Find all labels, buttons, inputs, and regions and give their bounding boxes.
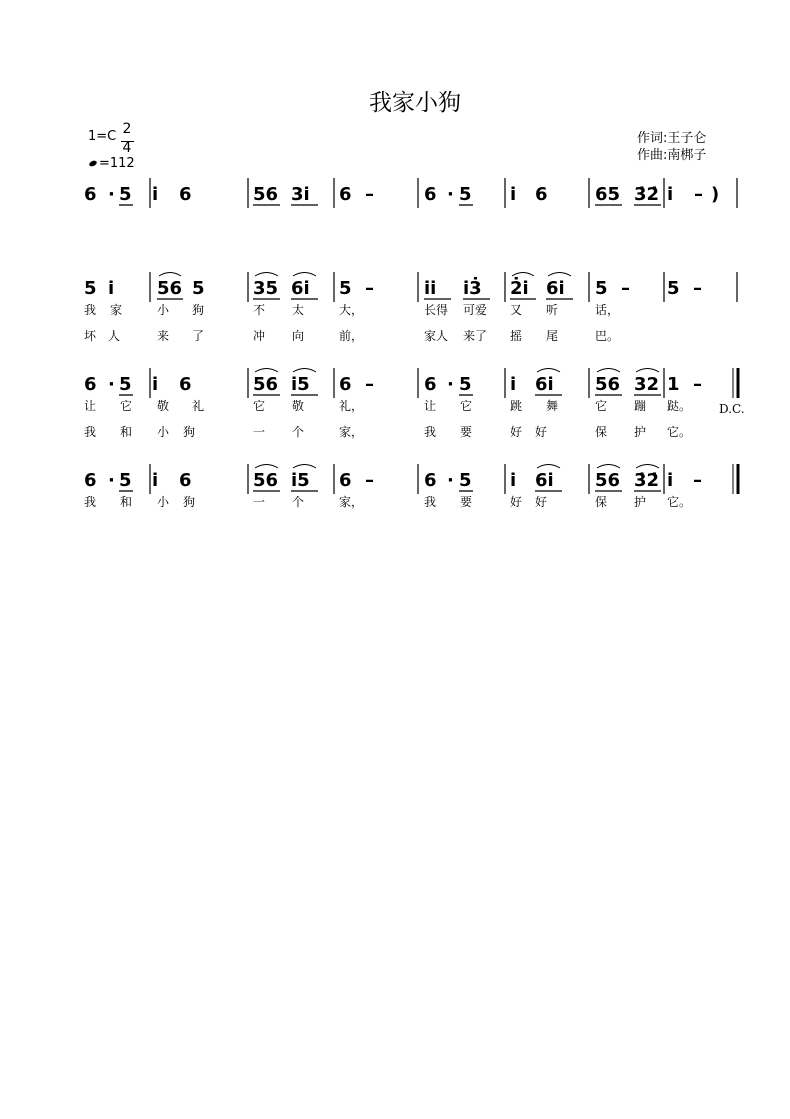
lyric-verse-1: 个 bbox=[292, 495, 305, 509]
jianpu-note: 5 bbox=[459, 374, 472, 395]
jianpu-note: i bbox=[152, 470, 159, 491]
jianpu-note: 56 bbox=[595, 470, 621, 491]
lyric-verse-1: 跳 bbox=[510, 399, 523, 413]
jianpu-note: – bbox=[365, 374, 374, 395]
lyric-verse-2: 家人 bbox=[424, 329, 449, 343]
jianpu-note: 65 bbox=[595, 184, 621, 205]
lyric-verse-1: 护 bbox=[634, 495, 647, 509]
jianpu-note: 5 bbox=[595, 278, 608, 299]
lyric-verse-2: 保 bbox=[595, 425, 608, 439]
jianpu-note: 6 bbox=[84, 374, 97, 395]
lyric-verse-2: 狗 bbox=[183, 425, 196, 439]
lyric-verse-1: 小 bbox=[157, 495, 170, 509]
lyric-verse-2: 冲 bbox=[253, 329, 266, 343]
lyric-verse-1: 听 bbox=[546, 303, 559, 317]
jianpu-note: – bbox=[365, 278, 374, 299]
lyric-verse-1: 保 bbox=[595, 495, 608, 509]
slur-mark bbox=[255, 465, 278, 469]
slur-mark bbox=[537, 369, 560, 373]
lyric-verse-2: 了 bbox=[192, 329, 205, 343]
jianpu-note: 2̇i bbox=[510, 278, 529, 299]
lyric-verse-2: 个 bbox=[292, 425, 305, 439]
jianpu-note: 6 bbox=[179, 470, 192, 491]
jianpu-note: · bbox=[447, 184, 454, 205]
da-capo-marking: D.C. bbox=[719, 402, 745, 416]
jianpu-note: 56 bbox=[253, 184, 279, 205]
lyric-verse-1: 要 bbox=[460, 495, 473, 509]
jianpu-note: · bbox=[447, 470, 454, 491]
jianpu-note: 6i bbox=[535, 470, 554, 491]
lyric-verse-2: 人 bbox=[108, 329, 121, 343]
lyric-verse-1: 狗 bbox=[192, 303, 205, 317]
slur-mark bbox=[636, 369, 659, 373]
lyric-verse-1: 它 bbox=[595, 399, 608, 413]
lyric-verse-2: 坏 bbox=[84, 329, 97, 343]
lyric-verse-1: 它 bbox=[253, 399, 266, 413]
lyric-verse-1: 敬 bbox=[292, 399, 305, 413]
jianpu-note: ii bbox=[424, 278, 437, 299]
slur-mark bbox=[293, 465, 316, 469]
jianpu-note: – bbox=[693, 470, 702, 491]
lyric-verse-2: 向 bbox=[292, 329, 305, 343]
jianpu-note: 3i bbox=[291, 184, 310, 205]
jianpu-note: · bbox=[447, 374, 454, 395]
lyric-verse-1: 好 bbox=[535, 495, 548, 509]
jianpu-note: · bbox=[108, 184, 115, 205]
jianpu-note: 32 bbox=[634, 374, 660, 395]
jianpu-note: – bbox=[365, 184, 374, 205]
jianpu-note: 6i bbox=[535, 374, 554, 395]
jianpu-note: – bbox=[365, 470, 374, 491]
jianpu-note: 56 bbox=[157, 278, 183, 299]
lyric-verse-1: 我 bbox=[84, 495, 97, 509]
jianpu-note: 6i bbox=[546, 278, 565, 299]
lyric-verse-1: 让 bbox=[424, 399, 437, 413]
jianpu-note: 5 bbox=[459, 470, 472, 491]
jianpu-note: 5 bbox=[192, 278, 205, 299]
jianpu-note: 6 bbox=[339, 184, 352, 205]
jianpu-note: i3̇ bbox=[463, 278, 482, 299]
slur-mark bbox=[293, 369, 316, 373]
slur-mark bbox=[597, 369, 620, 373]
lyric-verse-1: 我 bbox=[84, 303, 97, 317]
slur-mark bbox=[255, 273, 278, 277]
song-title: 我家小狗 bbox=[369, 90, 461, 116]
lyricist-credit: 作词:王子仑 bbox=[637, 131, 707, 146]
lyric-verse-1: 它 bbox=[460, 399, 473, 413]
tempo-marking: =112 bbox=[99, 156, 135, 171]
jianpu-note: i bbox=[510, 184, 517, 205]
lyric-verse-1: 跶。 bbox=[667, 399, 692, 413]
slur-mark bbox=[159, 273, 181, 277]
slur-mark bbox=[537, 465, 560, 469]
lyric-verse-2: 摇 bbox=[510, 329, 523, 343]
slur-mark bbox=[597, 465, 620, 469]
jianpu-note: i bbox=[667, 470, 674, 491]
lyric-verse-2: 好 bbox=[535, 425, 548, 439]
jianpu-note: i5 bbox=[291, 470, 310, 491]
lyric-verse-1: 敬 bbox=[157, 399, 170, 413]
jianpu-note: 6 bbox=[339, 470, 352, 491]
lyric-verse-1: 太 bbox=[292, 303, 305, 317]
lyric-verse-1: 话， bbox=[595, 303, 620, 317]
lyric-verse-1: 小 bbox=[157, 303, 170, 317]
time-signature-bottom: 4 bbox=[122, 140, 132, 156]
jianpu-note: i5 bbox=[291, 374, 310, 395]
lyric-verse-1: 一 bbox=[253, 495, 266, 509]
jianpu-note: 6 bbox=[424, 374, 437, 395]
lyric-verse-1: 长得 bbox=[424, 303, 449, 317]
jianpu-note: 6i bbox=[291, 278, 310, 299]
jianpu-note: 35 bbox=[253, 278, 279, 299]
lyric-verse-2: 和 bbox=[120, 425, 133, 439]
lyric-verse-1: 蹦 bbox=[634, 399, 647, 413]
jianpu-note: 5 bbox=[84, 278, 97, 299]
lyric-verse-2: 护 bbox=[634, 425, 647, 439]
jianpu-note: 56 bbox=[253, 374, 279, 395]
jianpu-note: 6 bbox=[424, 470, 437, 491]
jianpu-note: 5 bbox=[119, 374, 132, 395]
lyric-verse-2: 来了 bbox=[463, 329, 488, 343]
slur-mark bbox=[512, 273, 534, 277]
lyric-verse-1: 狗 bbox=[183, 495, 196, 509]
lyric-verse-2: 一 bbox=[253, 425, 266, 439]
jianpu-note: 6 bbox=[424, 184, 437, 205]
jianpu-note: – bbox=[621, 278, 630, 299]
lyric-verse-2: 我 bbox=[84, 425, 97, 439]
jianpu-note: ) bbox=[711, 184, 720, 205]
jianpu-note: 6 bbox=[179, 184, 192, 205]
jianpu-note: 3̇2̇ bbox=[634, 470, 660, 491]
jianpu-note: · bbox=[108, 374, 115, 395]
jianpu-note: i bbox=[152, 374, 159, 395]
lyric-verse-1: 大， bbox=[339, 303, 364, 317]
lyric-verse-1: 礼， bbox=[339, 399, 364, 413]
time-signature-top: 2 bbox=[122, 121, 132, 137]
key-signature: 1=C bbox=[88, 129, 117, 144]
slur-mark bbox=[293, 273, 316, 277]
lyric-verse-1: 可爱 bbox=[463, 303, 488, 317]
jianpu-note: 3̇2̇ bbox=[634, 184, 660, 205]
jianpu-note: 6 bbox=[84, 470, 97, 491]
jianpu-note: – bbox=[693, 374, 702, 395]
jianpu-note: i bbox=[510, 374, 517, 395]
jianpu-note: 1 bbox=[667, 374, 680, 395]
jianpu-note: 6 bbox=[179, 374, 192, 395]
lyric-verse-2: 巴。 bbox=[595, 329, 620, 343]
jianpu-note: i bbox=[510, 470, 517, 491]
jianpu-note: 6 bbox=[84, 184, 97, 205]
lyric-verse-2: 它。 bbox=[667, 425, 692, 439]
jianpu-note: – bbox=[693, 278, 702, 299]
lyric-verse-2: 前， bbox=[339, 329, 364, 343]
jianpu-note: i bbox=[152, 184, 159, 205]
lyric-verse-2: 尾 bbox=[546, 329, 559, 343]
lyric-verse-1: 家 bbox=[110, 303, 123, 317]
lyric-verse-1: 不 bbox=[253, 303, 266, 317]
jianpu-note: i bbox=[667, 184, 674, 205]
lyric-verse-1: 好 bbox=[510, 495, 523, 509]
lyric-verse-1: 和 bbox=[120, 495, 133, 509]
jianpu-note: · bbox=[108, 470, 115, 491]
jianpu-note: – bbox=[694, 184, 703, 205]
slur-mark bbox=[255, 369, 278, 373]
slur-mark bbox=[636, 465, 659, 469]
jianpu-note: 6 bbox=[339, 374, 352, 395]
lyric-verse-1: 家， bbox=[339, 495, 364, 509]
lyric-verse-1: 又 bbox=[510, 303, 523, 317]
lyric-verse-1: 礼 bbox=[192, 399, 205, 413]
lyric-verse-1: 我 bbox=[424, 495, 437, 509]
jianpu-note: 6 bbox=[535, 184, 548, 205]
lyric-verse-2: 来 bbox=[157, 329, 170, 343]
jianpu-note: 56 bbox=[253, 470, 279, 491]
lyric-verse-2: 小 bbox=[157, 425, 170, 439]
jianpu-note: 5 bbox=[339, 278, 352, 299]
lyric-verse-2: 要 bbox=[460, 425, 473, 439]
jianpu-note: i bbox=[108, 278, 115, 299]
lyric-verse-1: 舞 bbox=[546, 399, 559, 413]
lyric-verse-1: 它。 bbox=[667, 495, 692, 509]
lyric-verse-2: 我 bbox=[424, 425, 437, 439]
jianpu-note: 5 bbox=[667, 278, 680, 299]
composer-credit: 作曲:南梆子 bbox=[637, 148, 707, 163]
slur-mark bbox=[548, 273, 571, 277]
jianpu-note: 5 bbox=[459, 184, 472, 205]
lyric-verse-2: 好 bbox=[510, 425, 523, 439]
jianpu-note: 56 bbox=[595, 374, 621, 395]
jianpu-note: 5 bbox=[119, 184, 132, 205]
lyric-verse-2: 家， bbox=[339, 425, 364, 439]
lyric-verse-1: 它 bbox=[120, 399, 133, 413]
lyric-verse-1: 让 bbox=[84, 399, 97, 413]
jianpu-note: 5 bbox=[119, 470, 132, 491]
